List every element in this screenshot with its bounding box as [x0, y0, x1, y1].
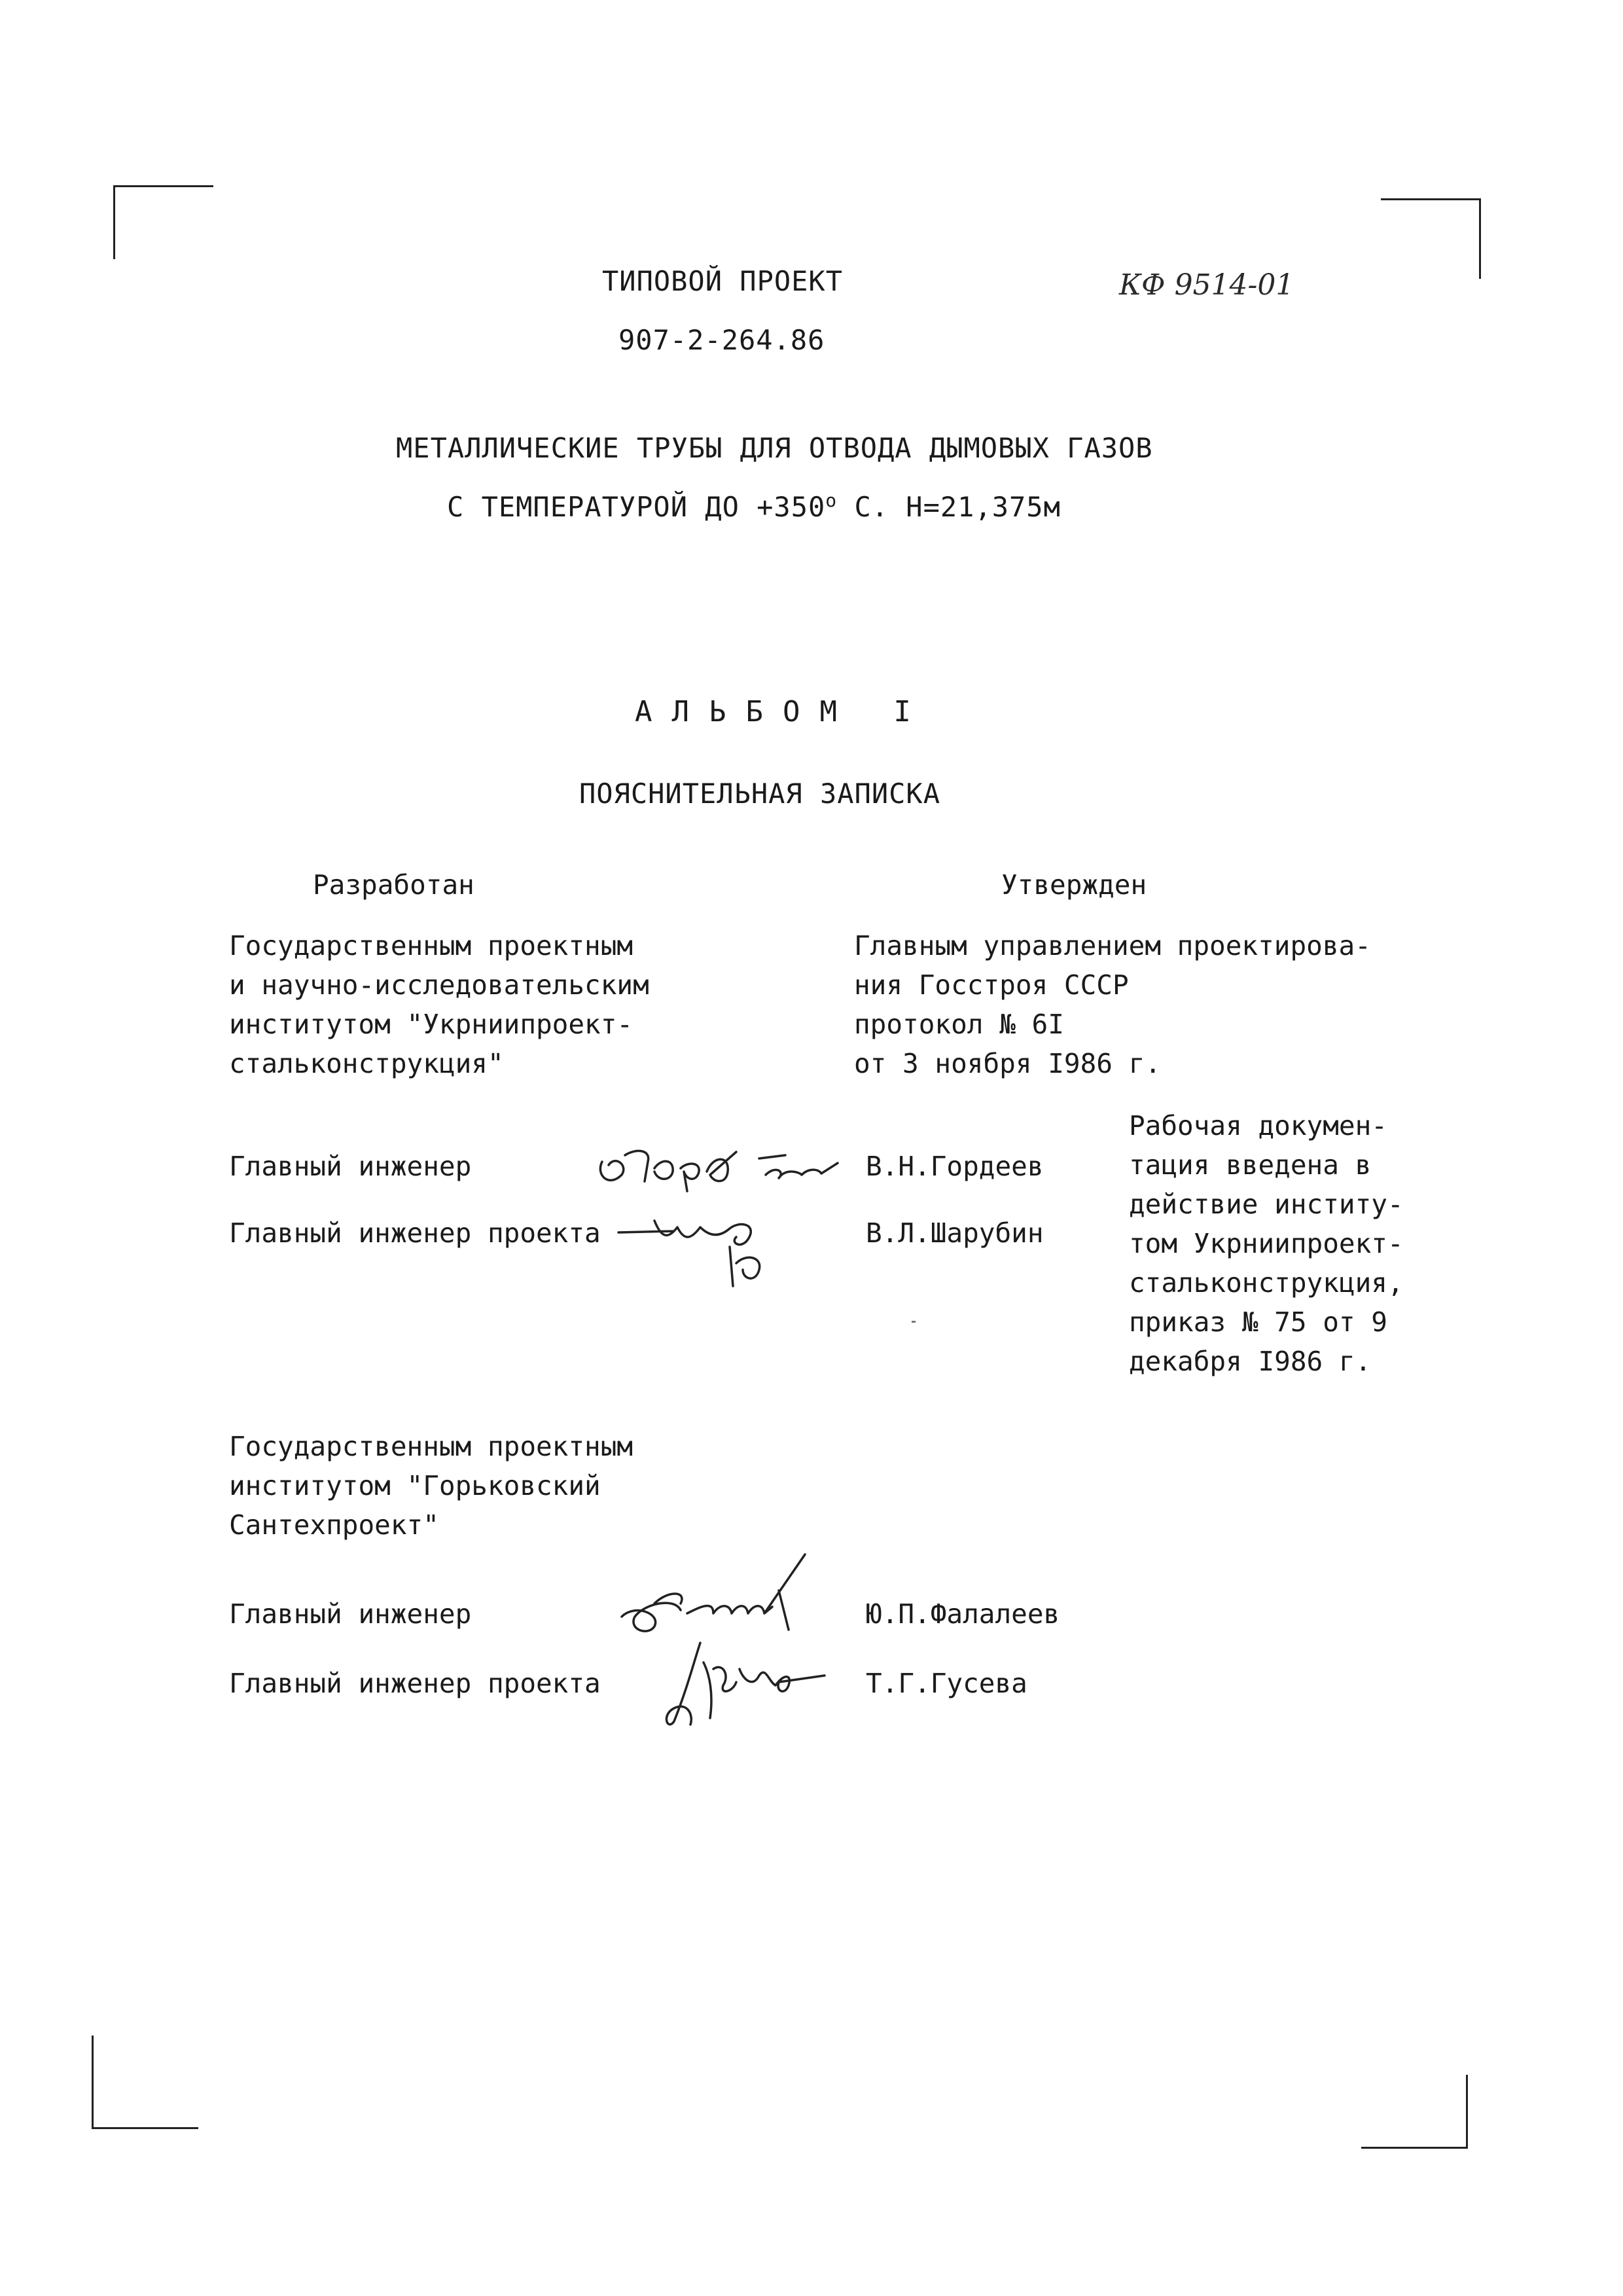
note-line: том Укрниипроект-: [1129, 1228, 1404, 1259]
developed-heading: Разработан: [313, 869, 474, 901]
corner-mark-top-right: [1381, 198, 1481, 279]
developer-org-1-line: Государственным проектным: [229, 930, 633, 961]
approval-block: [854, 926, 1371, 1083]
document-code: КФ 9514-01: [1119, 268, 1294, 302]
signatory-role: Главный инженер: [229, 1151, 472, 1182]
working-docs-note: [1129, 1106, 1404, 1381]
approved-heading: Утвержден: [1001, 869, 1147, 901]
approval-line: ния Госстроя СССР: [854, 969, 1129, 1001]
album-label: АЛЬБОМ I: [635, 695, 931, 728]
signature-sharubin: [615, 1201, 785, 1293]
developer-org-2: [229, 1427, 633, 1545]
developer-org-1-line: стальконструкция": [229, 1048, 504, 1079]
developer-org-2-line: Сантехпроект": [229, 1509, 439, 1541]
note-line: действие институ-: [1129, 1189, 1404, 1220]
developer-org-2-line: Государственным проектным: [229, 1431, 633, 1462]
note-line: стальконструкция,: [1129, 1267, 1404, 1299]
degree-sign: о: [825, 490, 838, 511]
corner-mark-top-left: [113, 185, 213, 259]
paper-speck: [912, 1321, 916, 1323]
document-title-line2: [447, 490, 1061, 523]
note-line: декабря I986 г.: [1129, 1346, 1372, 1377]
signature-gordeev: [589, 1136, 851, 1194]
signatory-name: Ю.П.Фалалеев: [866, 1598, 1060, 1630]
title-height: С. Н=21,375м: [837, 491, 1061, 523]
note-line: тация введена в: [1129, 1149, 1372, 1181]
signatory-name: Т.Г.Гусева: [866, 1668, 1027, 1699]
project-type-label: ТИПОВОЙ ПРОЕКТ: [602, 265, 844, 297]
developer-org-1: [229, 926, 649, 1083]
album-subtitle: ПОЯСНИТЕЛЬНАЯ ЗАПИСКА: [579, 778, 941, 810]
signatory-name: В.Н.Гордеев: [866, 1151, 1044, 1182]
developer-org-1-line: и научно-исследовательским: [229, 969, 649, 1001]
signatory-role: Главный инженер проекта: [229, 1217, 601, 1249]
signatory-role: Главный инженер проекта: [229, 1668, 601, 1699]
developer-org-2-line: институтом "Горьковский: [229, 1470, 601, 1501]
developer-org-1-line: институтом "Укрниипроект-: [229, 1009, 633, 1040]
note-line: Рабочая докумен-: [1129, 1110, 1387, 1141]
approval-line: протокол № 6I: [854, 1009, 1064, 1040]
note-line: приказ № 75 от 9: [1129, 1306, 1387, 1338]
project-number: 907-2-264.86: [618, 324, 825, 356]
document-title-line1: МЕТАЛЛИЧЕСКИЕ ТРУБЫ ДЛЯ ОТВОДА ДЫМОВЫХ ГАЗОВ: [396, 432, 1153, 464]
corner-mark-bottom-right: [1361, 2075, 1468, 2149]
title-temp: С ТЕМПЕРАТУРОЙ ДО +350: [447, 491, 826, 523]
signatory-role: Главный инженер: [229, 1598, 472, 1630]
corner-mark-bottom-left: [92, 2036, 198, 2129]
signatory-name: В.Л.Шарубин: [866, 1217, 1044, 1249]
signature-guseva: [661, 1636, 857, 1734]
approval-line: от 3 ноября I986 г.: [854, 1048, 1161, 1079]
approval-line: Главным управлением проектирова-: [854, 930, 1371, 961]
signature-falaleev: [615, 1551, 825, 1643]
